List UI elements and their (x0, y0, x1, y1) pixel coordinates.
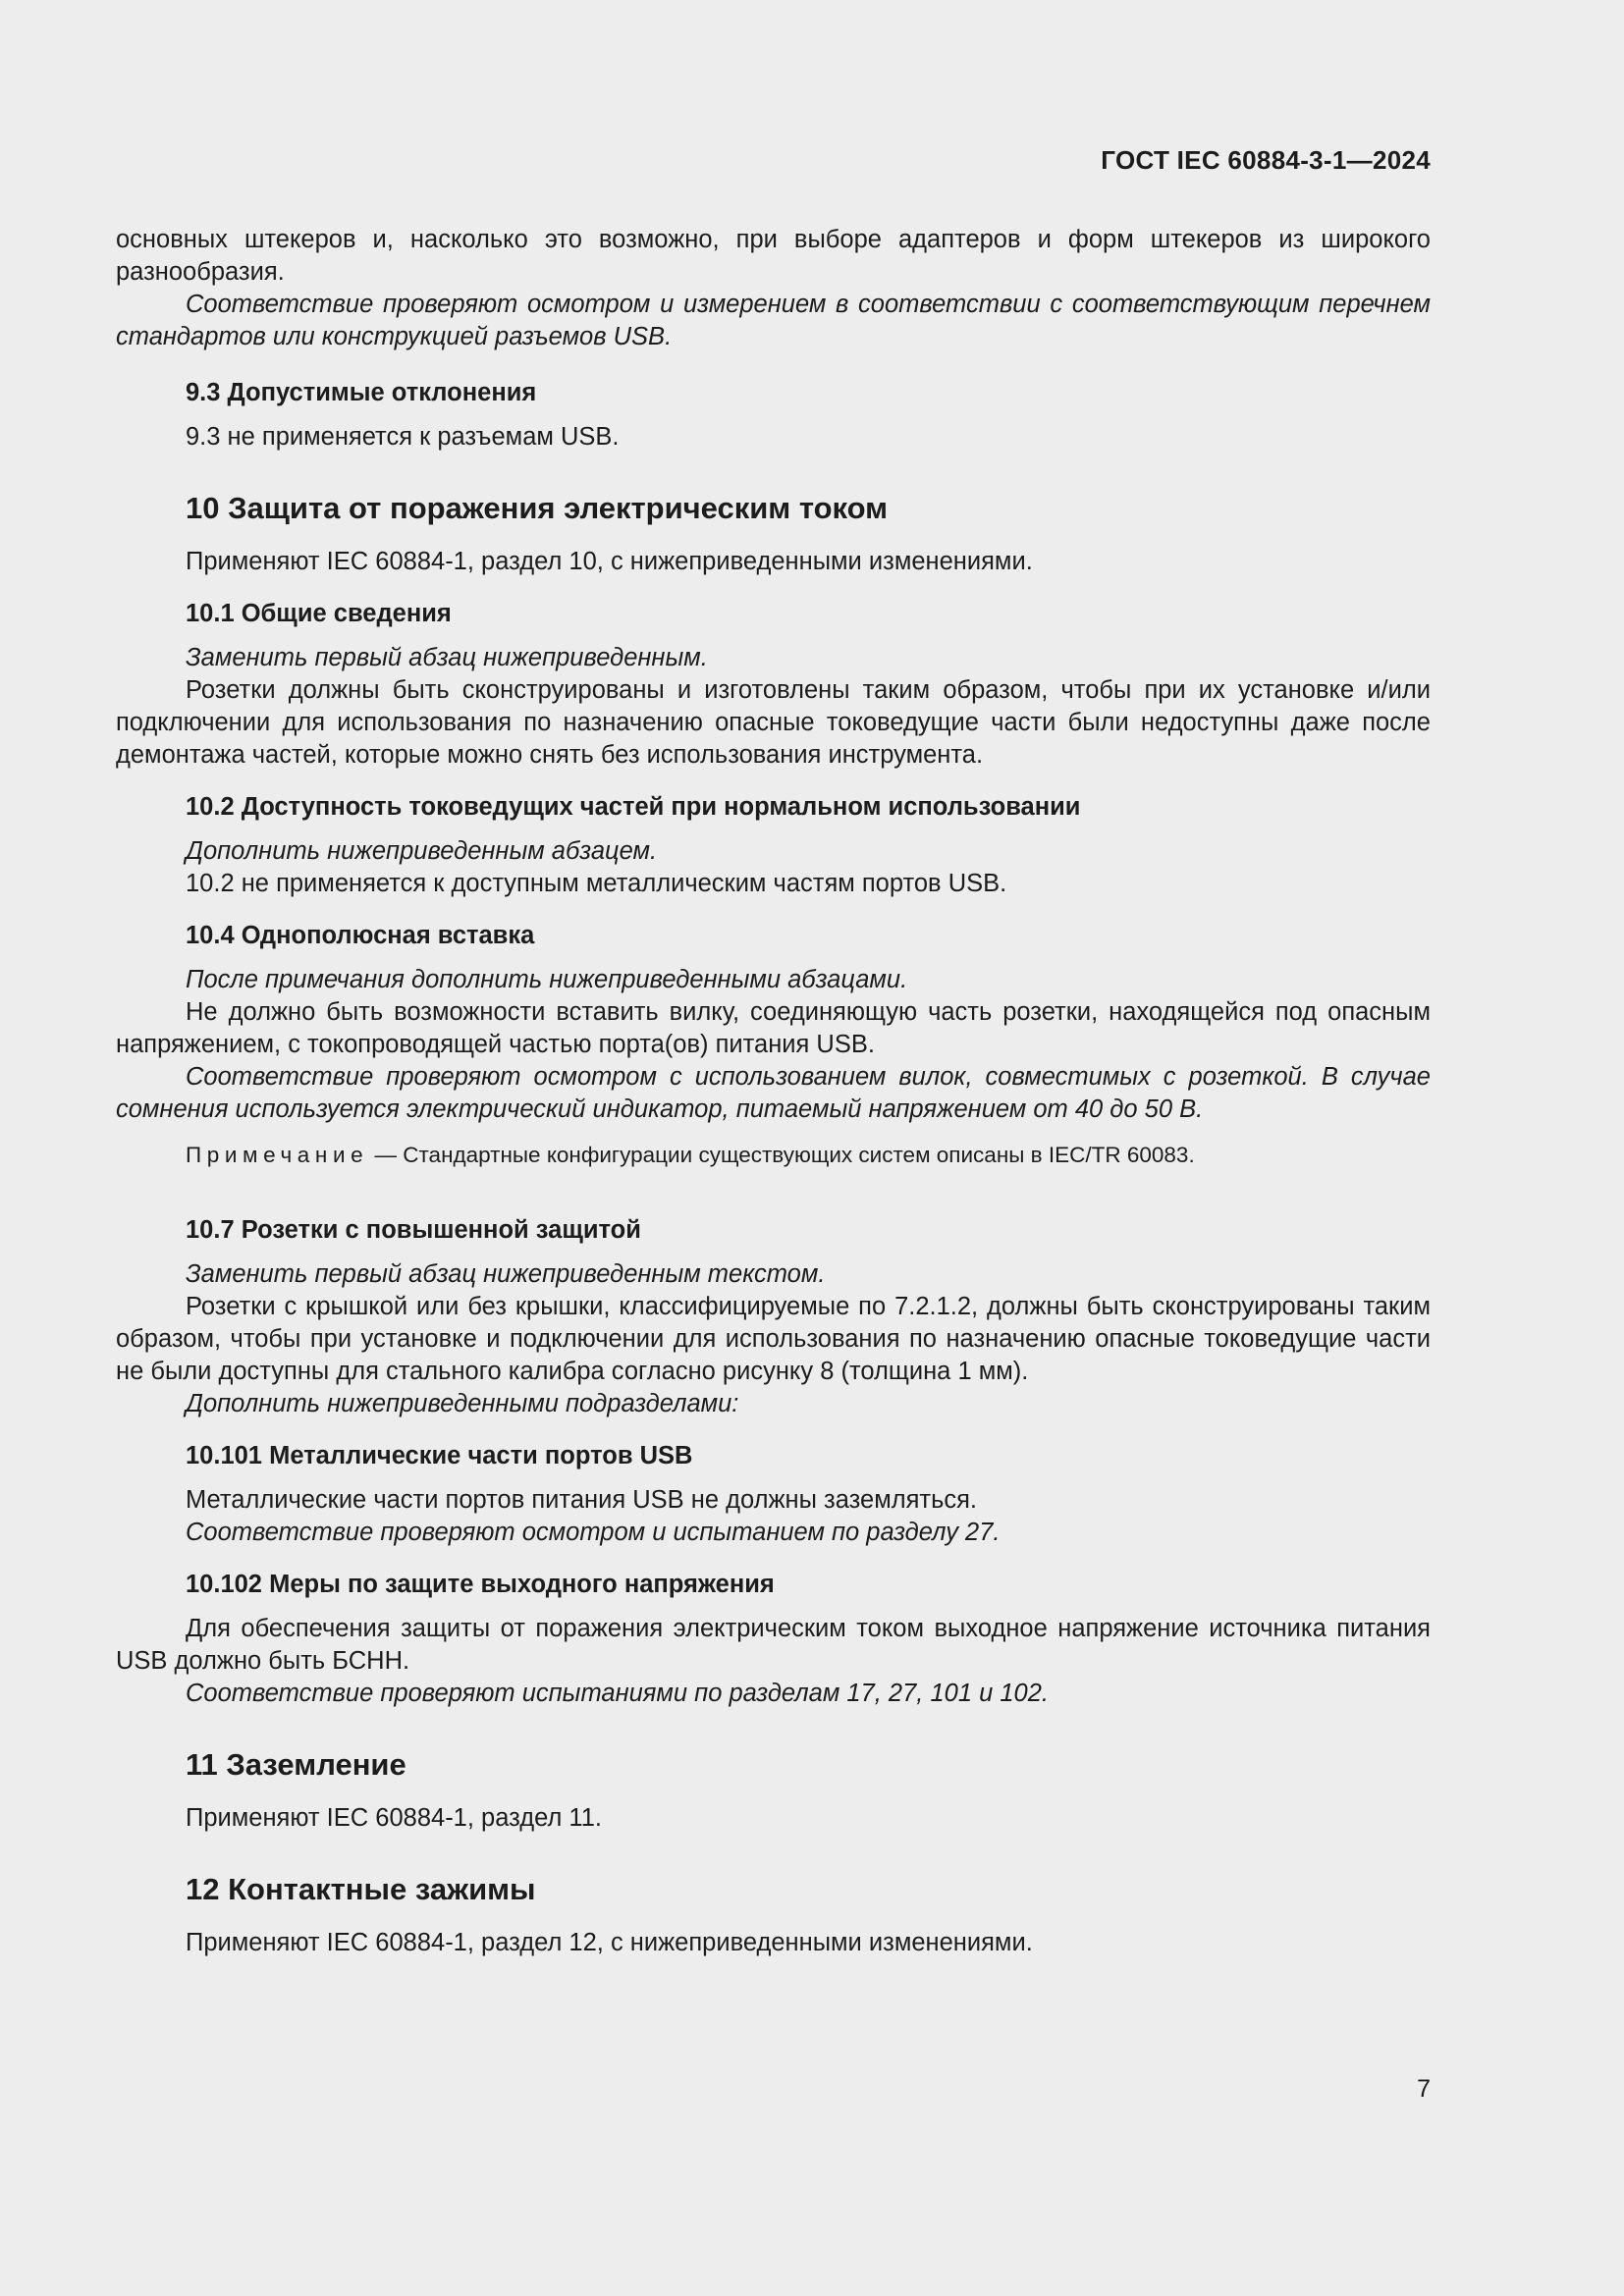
compliance-text: Соответствие проверяют осмотром и измерением в соответствии с соответствующим перечнем стандартов или конструкцией разъемов USB. (116, 291, 1431, 350)
page-content (116, 224, 1431, 1959)
section-10-101-heading: 10.101 Металлические части портов USB (186, 1442, 693, 1469)
section-9-3-heading: 9.3 Допустимые отклонения (186, 379, 537, 406)
section-10-heading: 10 Защита от поражения электрическим током (186, 491, 889, 525)
section-10-text: Применяют IEC 60884-1, раздел 10, с нижеприведенными изменениями. (186, 548, 1033, 575)
note-label: Примечание (186, 1143, 369, 1167)
note-text: Стандартные конфигурации существующих систем описаны в IEC/TR 60083. (403, 1143, 1195, 1167)
section-10-7-heading: 10.7 Розетки с повышенной защитой (186, 1216, 641, 1244)
section-10-1-text: Розетки должны быть сконструированы и изготовлены таким образом, чтобы при их установке и/или подключении для использования по назначению опасные токоведущие части были недоступны даже после демонтажа частей, которые можно снять без использования инструмента. (116, 676, 1431, 769)
section-10-102-text: Для обеспечения защиты от поражения электрическим током выходное напряжение источника питания USB должно быть БСНН. (116, 1615, 1431, 1675)
section-10-102-heading: 10.102 Меры по защите выходного напряжения (186, 1571, 775, 1598)
section-10-2-instruction: Дополнить нижеприведенным абзацем. (186, 837, 658, 865)
section-12-text: Применяют IEC 60884-1, раздел 12, с нижеприведенными изменениями. (186, 1929, 1033, 1956)
section-9-3-text: 9.3 не применяется к разъемам USB. (186, 423, 620, 451)
section-10-102-compliance: Соответствие проверяют испытаниями по разделам 17, 27, 101 и 102. (186, 1680, 1049, 1707)
section-10-101-text: Металлические части портов питания USB не должны заземляться. (186, 1486, 978, 1514)
section-10-101-compliance: Соответствие проверяют осмотром и испытанием по разделу 27. (186, 1519, 1001, 1546)
section-10-7-instruction: Заменить первый абзац нижеприведенным текстом. (186, 1260, 826, 1288)
section-10-4-heading: 10.4 Однополюсная вставка (186, 922, 535, 949)
standard-header: ГОСТ IEC 60884-3-1—2024 (1101, 145, 1431, 175)
continued-paragraph: основных штекеров и, насколько это возможно, при выборе адаптеров и форм штекеров из широкого разнообразия. (116, 226, 1431, 286)
section-10-2-heading: 10.2 Доступность токоведущих частей при нормальном использовании (186, 793, 1081, 821)
section-10-1-instruction: Заменить первый абзац нижеприведенным. (186, 644, 708, 671)
section-10-7-text: Розетки с крышкой или без крышки, классифицируемые по 7.2.1.2, должны быть сконструированы таким образом, чтобы при установке и подключении для использования по назначению опасные токоведущие части не были доступны для стального калибра согласно рисунку 8 (толщина 1 мм). (116, 1293, 1431, 1385)
note-dash: — (368, 1143, 404, 1167)
section-11-text: Применяют IEC 60884-1, раздел 11. (186, 1804, 602, 1832)
section-10-4-text: Не должно быть возможности вставить вилку, соединяющую часть розетки, находящейся под опасным напряжением, с токопроводящей частью порта(ов) питания USB. (116, 998, 1431, 1058)
note (186, 1139, 1431, 1171)
section-10-1-heading: 10.1 Общие сведения (186, 600, 452, 627)
section-10-7-addition: Дополнить нижеприведенными подразделами: (186, 1390, 739, 1417)
page-number: 7 (1417, 2075, 1431, 2103)
section-10-2-text: 10.2 не применяется к доступным металлическим частям портов USB. (186, 870, 1007, 897)
section-10-4-instruction: После примечания дополнить нижеприведенными абзацами. (186, 966, 908, 993)
section-12-heading: 12 Контактные зажимы (186, 1872, 536, 1906)
section-10-4-compliance: Соответствие проверяют осмотром с использованием вилок, совместимых с розеткой. В случае сомнения используется электрический индикатор, питаемый напряжением от 40 до 50 В. (116, 1063, 1431, 1123)
section-11-heading: 11 Заземление (186, 1747, 406, 1782)
